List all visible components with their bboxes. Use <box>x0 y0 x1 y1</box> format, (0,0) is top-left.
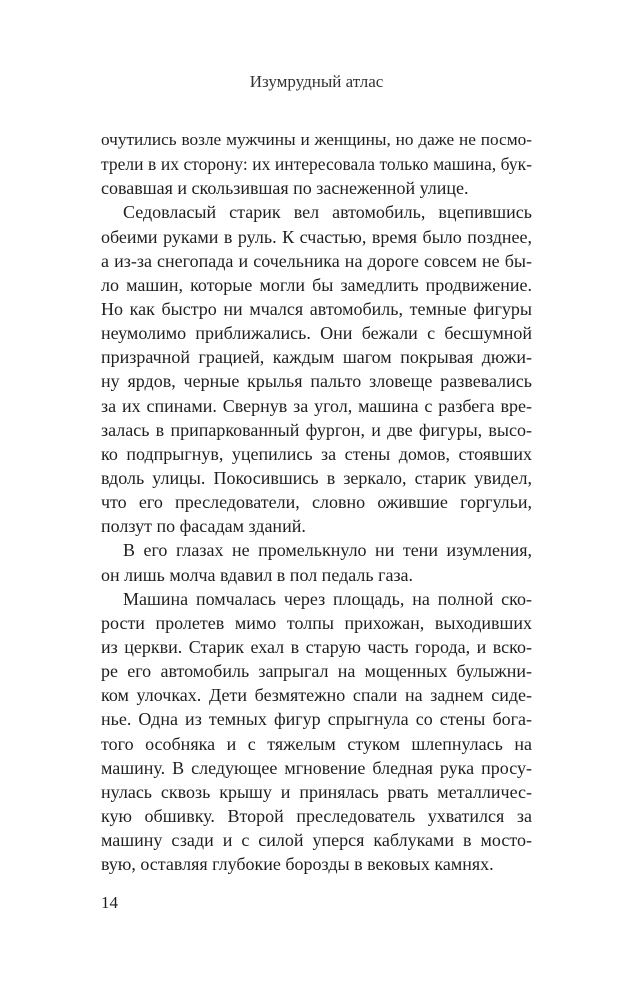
text-line: ком улочках. Дети безмятежно спали на заднем сиде- <box>101 685 532 706</box>
text-line: очутились возле мужчины и женщины, но даже не посмо- <box>101 130 532 149</box>
text-line: а из-за снегопада и сочельника на дороге совсем не бы- <box>101 250 532 271</box>
paragraph <box>101 128 532 200</box>
text-line: вую, оставляя глубокие борозды в вековых камнях. <box>101 854 494 875</box>
text-line: того особняка и с тяжелым стуком шлепнулась на <box>101 733 532 754</box>
text-line: машину. В следующее мгновение бледная рука просу- <box>101 757 532 778</box>
text-line: неумолимо приближались. Они бежали с бесшумной <box>101 323 532 344</box>
text-line: за их спинами. Свернув за угол, машина с разбега вре- <box>101 395 532 416</box>
text-line: что его преследователи, словно ожившие горгульи, <box>101 492 532 513</box>
text-line: он лишь молча вдавил в пол педаль газа. <box>101 564 414 585</box>
body-text <box>101 128 532 876</box>
text-line: рости пролетев мимо толпы прихожан, выходивших <box>101 612 532 633</box>
text-line: залась в припаркованный фургон, и две фигуры, высо- <box>101 419 532 440</box>
paragraph <box>101 200 532 538</box>
text-line: нулась сквозь крышу и принялась рвать металличес- <box>101 781 532 802</box>
text-line: В его глазах не промелькнуло ни тени изумления, <box>123 540 532 561</box>
text-line: Седовласый старик вел автомобиль, вцепившись <box>123 202 532 223</box>
text-line: призрачной грацией, каждым шагом покрывая дюжи- <box>101 347 532 368</box>
text-line: совавшая и скользившая по заснеженной улице. <box>101 178 469 199</box>
text-line: Но как быстро ни мчался автомобиль, темные фигуры <box>101 298 532 319</box>
text-line: ре его автомобиль запрыгал на мощенных булыжни- <box>101 661 532 682</box>
running-header: Изумрудный атлас <box>249 72 384 91</box>
text-line: ползут по фасадам зданий. <box>101 516 306 537</box>
text-line: нье. Одна из темных фигур спрыгнула со стены бога- <box>101 709 532 730</box>
text-line: ну ярдов, черные крылья пальто зловеще развевались <box>101 371 532 392</box>
paragraph <box>101 587 532 877</box>
text-line: обеими руками в руль. К счастью, время было позднее, <box>101 226 532 247</box>
text-line: ло машин, которые могли бы замедлить продвижение. <box>101 274 532 295</box>
text-line: ко подпрыгнув, уцепились за стены домов, стоявших <box>101 443 532 464</box>
text-line: машину сзади и с силой уперся каблуками в мосто- <box>101 830 532 851</box>
text-line: кую обшивку. Второй преследователь ухватился за <box>101 805 532 826</box>
text-line: Машина помчалась через площадь, на полной ско- <box>123 588 532 609</box>
text-line: вдоль улицы. Покосившись в зеркало, старик увидел, <box>101 467 532 488</box>
paragraph <box>101 538 532 586</box>
text-line: трели в их сторону: их интересовала только машина, бук- <box>101 154 532 175</box>
text-line: из церкви. Старик ехал в старую часть города, и вско- <box>101 636 532 657</box>
page-number: 14 <box>101 893 118 912</box>
